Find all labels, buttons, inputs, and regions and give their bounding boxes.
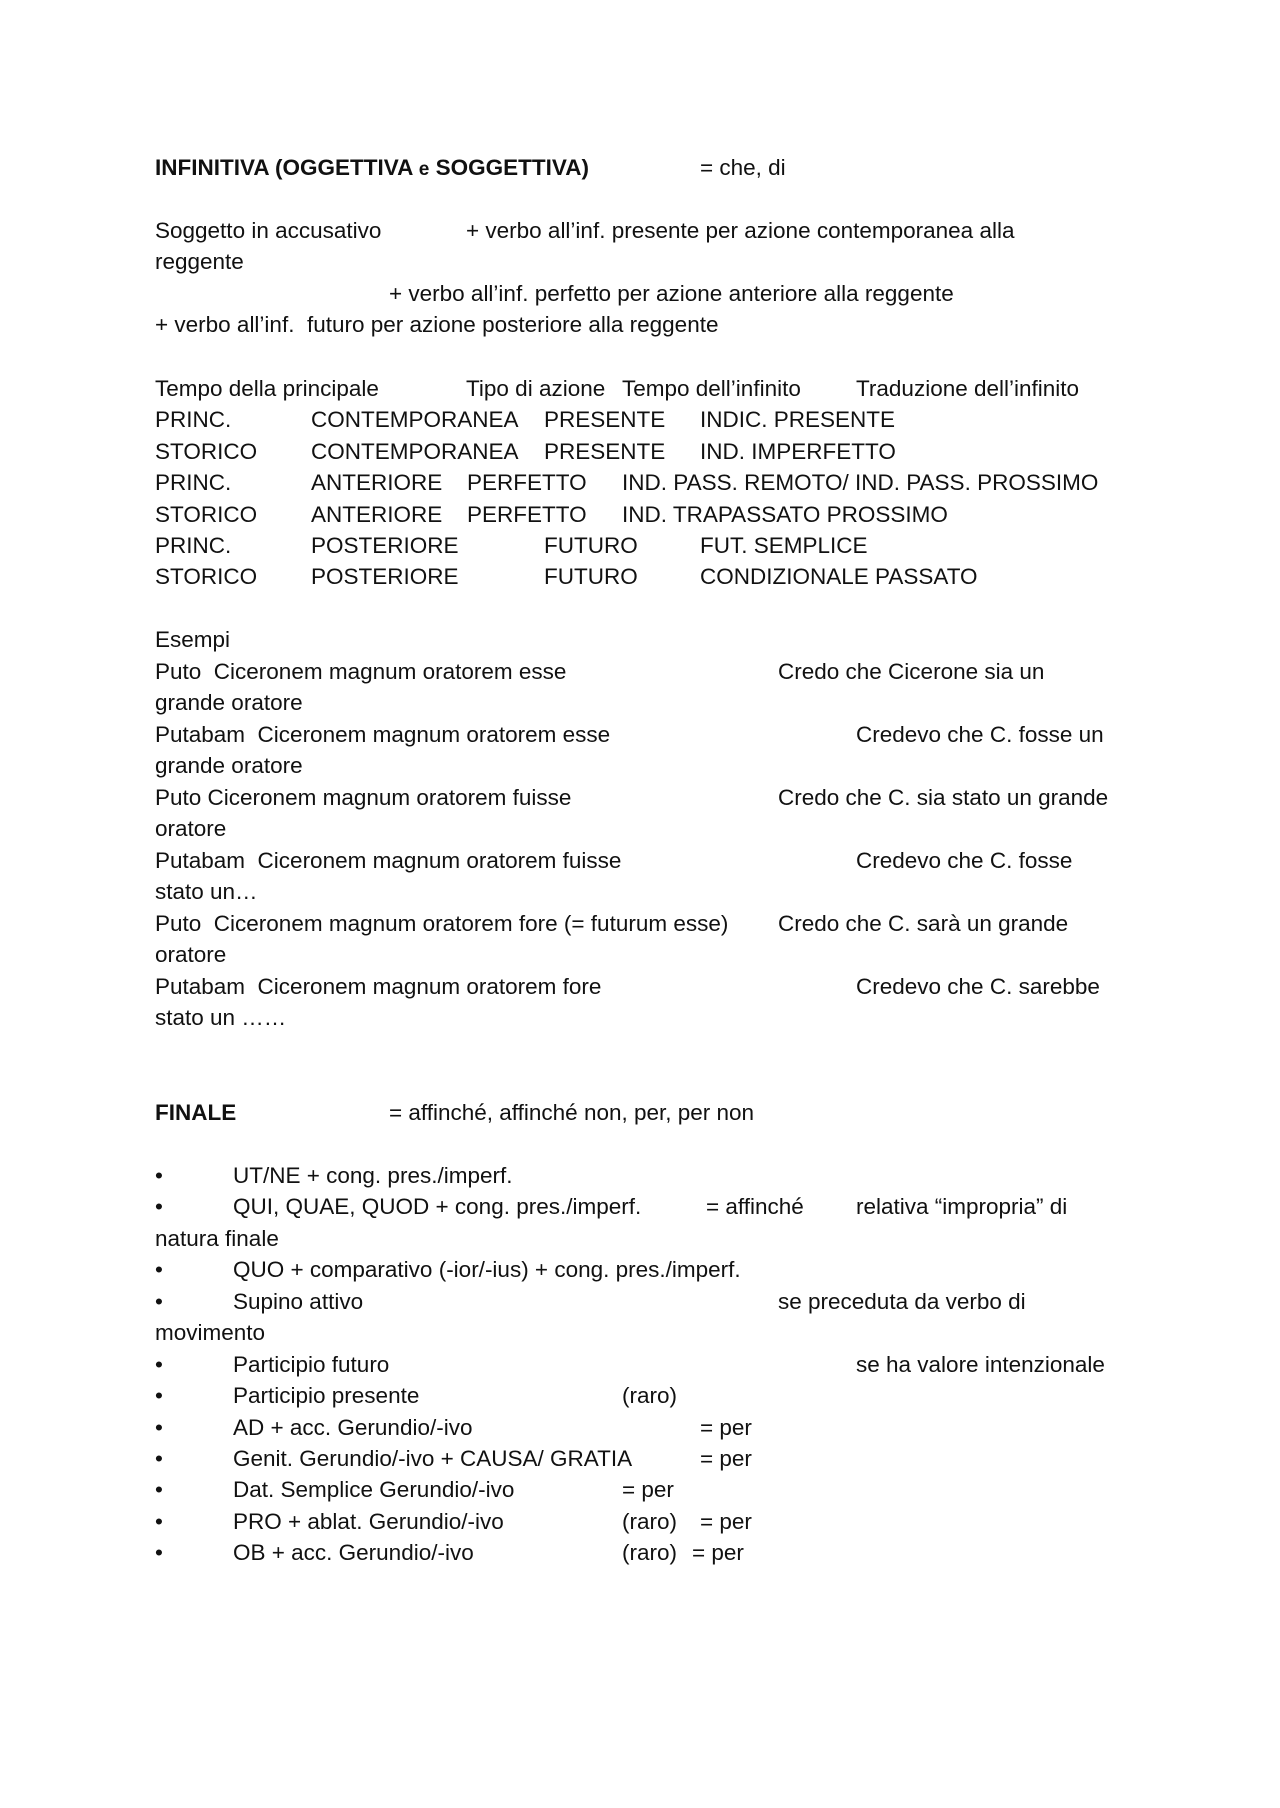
table-cell: INDIC. PRESENTE [700,407,896,432]
table-cell: FUTURO [544,533,638,558]
list-item-note: = per [622,1477,674,1502]
example-translation: Credo che C. sarà un grande [778,911,1069,936]
list-item-note: (raro) [622,1540,677,1565]
bullet: • [155,1383,163,1408]
example-latin: Puto Ciceronem magnum oratorem fuisse [155,785,572,810]
list-item: PRO + ablat. Gerundio/-ivo [233,1509,504,1534]
table-cell: FUT. SEMPLICE [700,533,868,558]
table-cell: CONTEMPORANEA [311,407,519,432]
bullet: • [155,1194,163,1219]
table-cell: IND. TRAPASSATO PROSSIMO [622,502,948,527]
rule-present: + verbo all’inf. presente per azione contemporanea alla [466,218,1015,243]
list-item: Dat. Semplice Gerundio/-ivo [233,1477,515,1502]
example-translation: Credevo che C. fosse un [856,722,1104,747]
example-translation-cont: stato un… [155,879,258,904]
example-translation: Credo che Cicerone sia un [778,659,1045,684]
title-part: SOGGETTIVA) [435,155,589,180]
table-cell: PRINC. [155,533,232,558]
table-cell: PRINC. [155,407,232,432]
table-header: Traduzione dell’infinito [856,376,1080,401]
table-cell: ANTERIORE [311,470,443,495]
table-cell: PERFETTO [467,470,587,495]
list-item-note: = per [700,1446,752,1471]
bullet: • [155,1540,163,1565]
list-item: QUI, QUAE, QUOD + cong. pres./imperf. [233,1194,642,1219]
bullet: • [155,1446,163,1471]
example-translation-cont: grande oratore [155,690,303,715]
list-item-note: (raro) [622,1509,677,1534]
example-translation: Credo che C. sia stato un grande [778,785,1109,810]
example-latin: Putabam Ciceronem magnum oratorem fuisse [155,848,622,873]
title-part: INFINITIVA (OGGETTIVA [155,155,413,180]
example-latin: Putabam Ciceronem magnum oratorem fore [155,974,602,999]
list-item-note: (raro) [622,1383,677,1408]
table-cell: ANTERIORE [311,502,443,527]
table-cell: PERFETTO [467,502,587,527]
rule-future: + verbo all’inf. futuro per azione posteriore alla reggente [155,312,719,337]
list-item-cont: natura finale [155,1226,279,1251]
example-translation-cont: oratore [155,942,227,967]
bullet: • [155,1509,163,1534]
table-cell: POSTERIORE [311,533,459,558]
table-cell: IND. IMPERFETTO [700,439,896,464]
list-item-note: = per [700,1415,752,1440]
table-cell: STORICO [155,502,258,527]
example-latin: Putabam Ciceronem magnum oratorem esse [155,722,611,747]
infinitiva-meaning: = che, di [700,155,786,180]
rule-perfect: + verbo all’inf. perfetto per azione anteriore alla reggente [389,281,954,306]
list-item-note: = affinché [706,1194,804,1219]
example-translation-cont: grande oratore [155,753,303,778]
section-title-finale: FINALE [155,1100,237,1125]
list-item: Genit. Gerundio/-ivo + CAUSA/ GRATIA [233,1446,633,1471]
bullet: • [155,1415,163,1440]
bullet: • [155,1352,163,1377]
bullet: • [155,1163,163,1188]
rule-present-cont: reggente [155,249,244,274]
list-item: Supino attivo [233,1289,364,1314]
list-item: Participio presente [233,1383,420,1408]
table-cell: STORICO [155,564,258,589]
list-item: QUO + comparativo (-ior/-ius) + cong. pres./imperf. [233,1257,741,1282]
list-item-note: se ha valore intenzionale [856,1352,1105,1377]
list-item: OB + acc. Gerundio/-ivo [233,1540,474,1565]
table-header: Tipo di azione [466,376,606,401]
list-item: AD + acc. Gerundio/-ivo [233,1415,473,1440]
bullet: • [155,1257,163,1282]
list-item-cont: movimento [155,1320,266,1345]
examples-label: Esempi [155,627,231,652]
table-cell: POSTERIORE [311,564,459,589]
list-item-note: = per [700,1509,752,1534]
list-item: UT/NE + cong. pres./imperf. [233,1163,513,1188]
table-cell: PRINC. [155,470,232,495]
section-title-infinitiva [155,153,589,185]
table-cell: CONDIZIONALE PASSATO [700,564,978,589]
bullet: • [155,1289,163,1314]
title-part: e [418,159,430,180]
example-translation: Credevo che C. sarebbe [856,974,1100,999]
list-item-note: = per [692,1540,744,1565]
example-translation-cont: stato un …… [155,1005,287,1030]
rule-subject: Soggetto in accusativo [155,218,382,243]
table-cell: IND. PASS. REMOTO/ IND. PASS. PROSSIMO [622,470,1099,495]
example-translation-cont: oratore [155,816,227,841]
table-cell: FUTURO [544,564,638,589]
example-latin: Puto Ciceronem magnum oratorem fore (= futurum esse) [155,911,729,936]
table-cell: CONTEMPORANEA [311,439,519,464]
table-cell: PRESENTE [544,439,666,464]
table-cell: STORICO [155,439,258,464]
table-header: Tempo della principale [155,376,379,401]
example-translation: Credevo che C. fosse [856,848,1073,873]
list-item-note: se preceduta da verbo di [778,1289,1026,1314]
list-item-note: relativa “impropria” di [856,1194,1068,1219]
example-latin: Puto Ciceronem magnum oratorem esse [155,659,567,684]
bullet: • [155,1477,163,1502]
finale-meaning: = affinché, affinché non, per, per non [389,1100,755,1125]
list-item: Participio futuro [233,1352,390,1377]
table-cell: PRESENTE [544,407,666,432]
table-header: Tempo dell’infinito [622,376,801,401]
